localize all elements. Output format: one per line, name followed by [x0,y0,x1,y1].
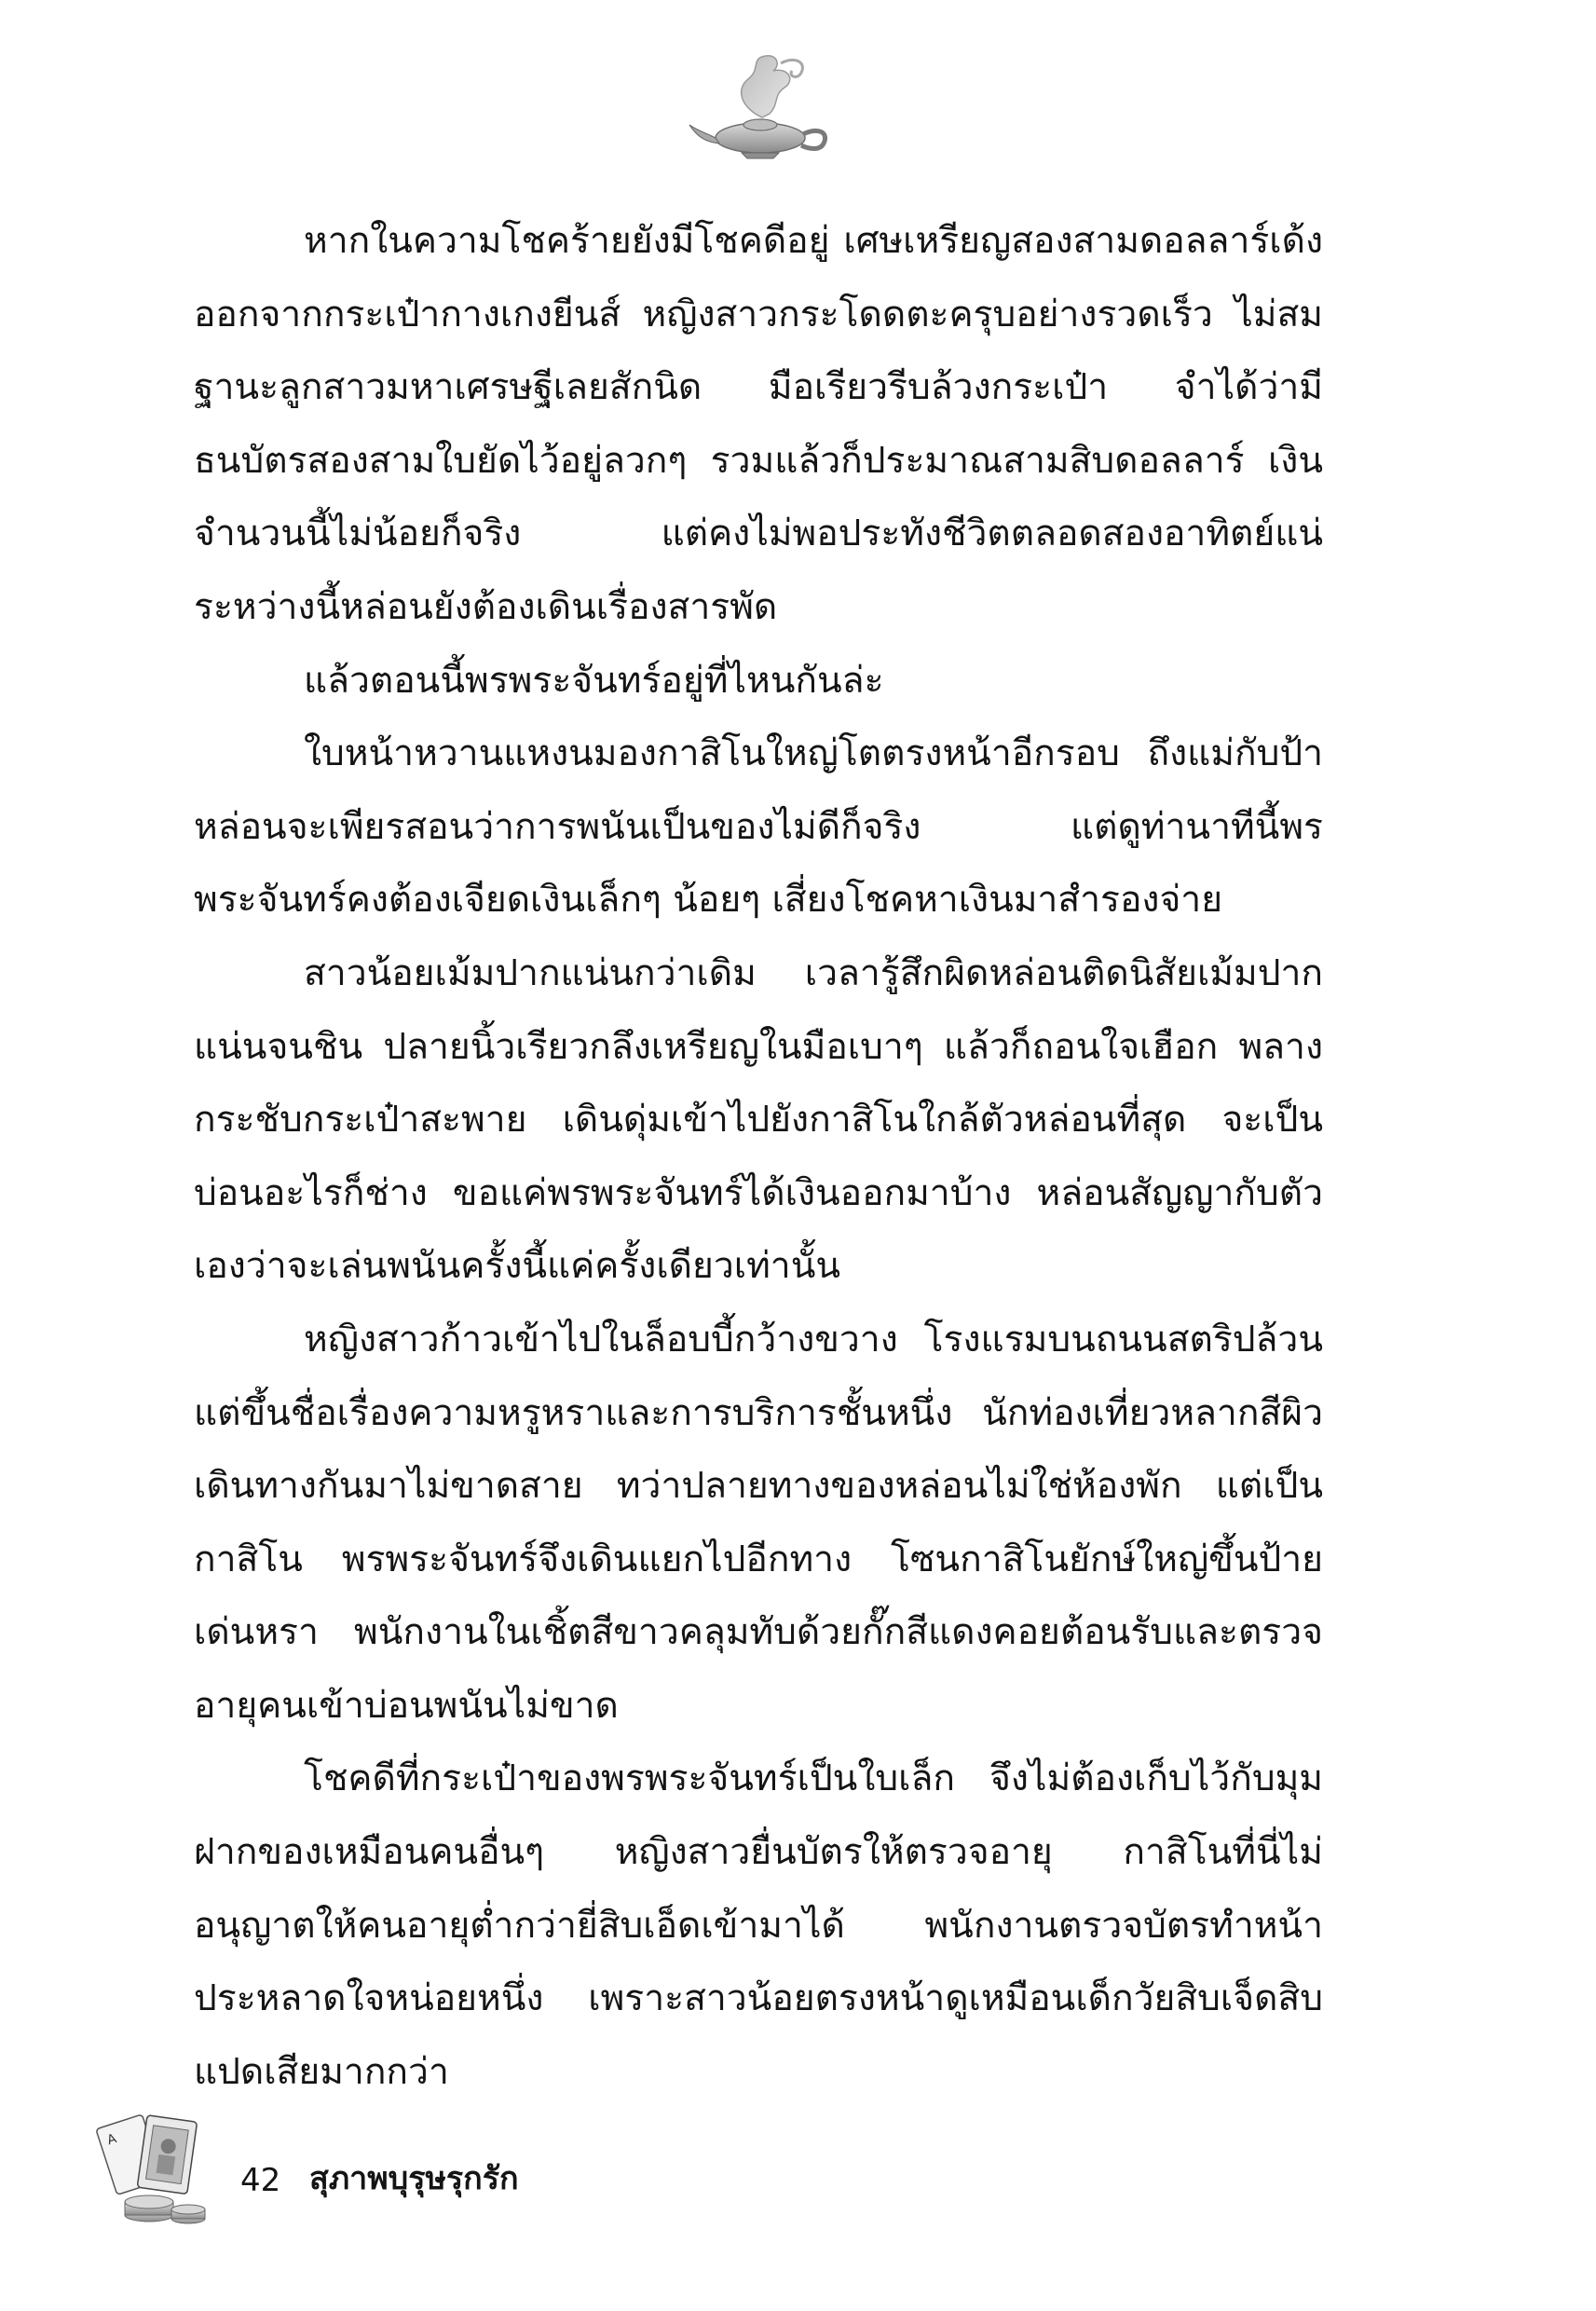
playing-cards-and-coins-icon [93,2111,224,2232]
paragraph: แล้วตอนนี้พรพระจันทร์อยู่ที่ไหนกันล่ะ [304,659,884,702]
magic-lamp-icon [676,52,844,164]
paragraph: โชคดีที่กระเป๋าของพรพระจันทร์เป็นใบเล็ก จึงไม่ต้องเก็บไว้กับมุมฝากของเหมือนคนอื่นๆ หญิงสาวยื่นบัตรให้ตรวจอายุ กาสิโนที่นี่ไม่อนุญาตให้คนอายุต่ำกว่ายี่สิบเอ็ดเข้ามาได้ พนักงานตรวจบัตรทำหน้าประหลาดใจหน่อยหนึ่ง เพราะสาวน้อยตรงหน้าดูเหมือนเด็กวัยสิบเจ็ดสิบแปดเสียมากกว่า [194,1757,1323,2093]
page-number: 42 [240,2162,281,2199]
paragraph: หากในความโชคร้ายยังมีโชคดีอยู่ เศษเหรียญสองสามดอลลาร์เด้งออกจากกระเป๋ากางเกงยีนส์ หญิงสาวกระโดดตะครุบอย่างรวดเร็ว ไม่สมฐานะลูกสาวมหาเศรษฐีเลยสักนิด มือเรียวรีบล้วงกระเป๋า จำได้ว่ามีธนบัตรสองสามใบยัดไว้อยู่ลวกๆ รวมแล้วก็ประมาณสามสิบดอลลาร์ เงินจำนวนนี้ไม่น้อยก็จริง แต่คงไม่พอประทังชีวิตตลอดสองอาทิตย์แน่ ระหว่างนี้หล่อนยังต้องเดินเรื่องสารพัด [194,220,1323,628]
svg-text:A: A [104,2131,119,2149]
paragraph: สาวน้อยเม้มปากแน่นกว่าเดิม เวลารู้สึกผิดหล่อนติดนิสัยเม้มปากแน่นจนชิน ปลายนิ้วเรียวกลึงเหรียญในมือเบาๆ แล้วก็ถอนใจเฮือก พลางกระชับกระเป๋าสะพาย เดินดุ่มเข้าไปยังกาสิโนใกล้ตัวหล่อนที่สุด จะเป็นบ่อนอะไรก็ช่าง ขอแค่พรพระจันทร์ได้เงินออกมาบ้าง หล่อนสัญญากับตัวเองว่าจะเล่นพนันครั้งนี้แค่ครั้งเดียวเท่านั้น [194,951,1323,1288]
page-footer [93,2111,745,2232]
body-text [194,205,1323,2109]
paragraph: ใบหน้าหวานแหงนมองกาสิโนใหญ่โตตรงหน้าอีกรอบ ถึงแม่กับป้าหล่อนจะเพียรสอนว่าการพนันเป็นของไม่ดีก็จริง แต่ดูท่านาทีนี้พรพระจันทร์คงต้องเจียดเงินเล็กๆ น้อยๆ เสี่ยงโชคหาเงินมาสำรองจ่าย [194,732,1323,922]
running-title: สุภาพบุรุษรุกรัก [309,2160,519,2197]
paragraph: หญิงสาวก้าวเข้าไปในล็อบบี้กว้างขวาง โรงแรมบนถนนสตริปล้วนแต่ขึ้นชื่อเรื่องความหรูหราและการบริการชั้นหนึ่ง นักท่องเที่ยวหลากสีผิวเดินทางกันมาไม่ขาดสาย ทว่าปลายทางของหล่อนไม่ใช่ห้องพัก แต่เป็นกาสิโน พรพระจันทร์จึงเดินแยกไปอีกทาง โซนกาสิโนยักษ์ใหญ่ขึ้นป้ายเด่นหรา พนักงานในเชิ้ตสีขาวคลุมทับด้วยกั๊กสีแดงคอยต้อนรับและตรวจอายุคนเข้าบ่อนพนันไม่ขาด [194,1318,1323,1727]
